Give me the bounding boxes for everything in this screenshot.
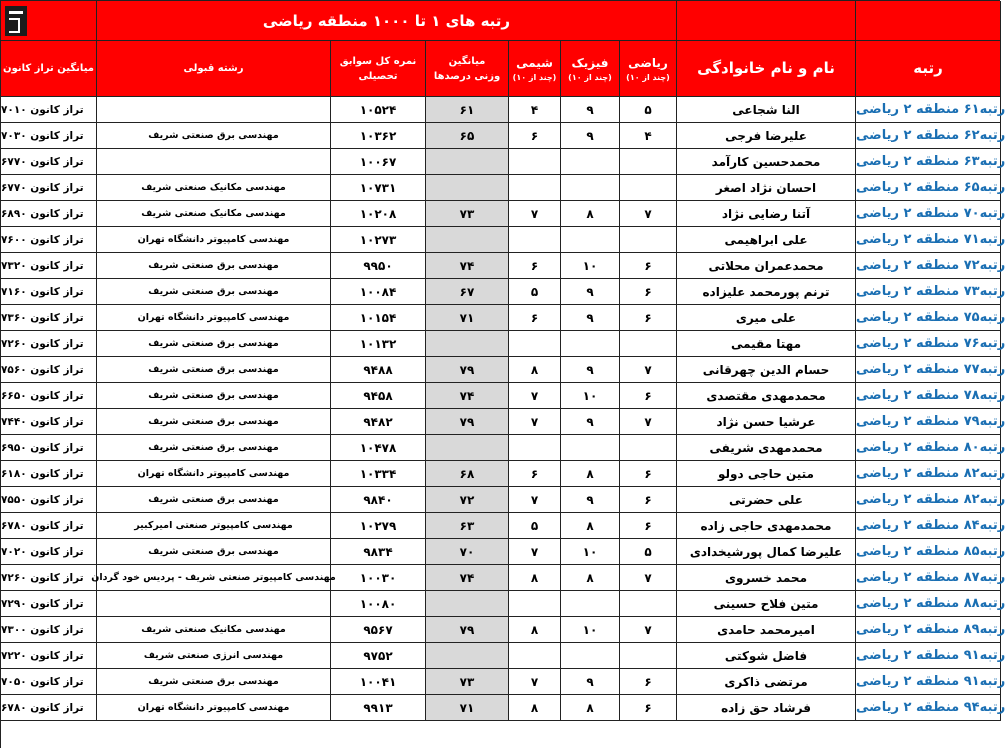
major-cell: مهندسی کامپیوتر صنعتی امیرکبیر xyxy=(97,513,331,539)
rank-cell: رتبه۹۱ منطقه ۲ ریاضی xyxy=(856,643,1001,669)
rank-cell: رتبه۸۹ منطقه ۲ ریاضی xyxy=(856,617,1001,643)
page-title: رتبه های ۱ تا ۱۰۰۰ منطقه ریاضی xyxy=(97,1,677,41)
math-cell: ۶ xyxy=(620,305,677,331)
rank-cell: رتبه۶۲ منطقه ۲ ریاضی xyxy=(856,123,1001,149)
physics-cell: ۹ xyxy=(561,279,620,305)
math-cell: ۷ xyxy=(620,617,677,643)
header-avg-line2: وزنی درصدها xyxy=(433,70,501,82)
header-physics xyxy=(561,41,620,97)
physics-cell: ۱۰ xyxy=(561,617,620,643)
major-cell xyxy=(97,149,331,175)
student-name-cell: علی ابراهیمی xyxy=(677,227,856,253)
header-math-unit: (چند از ۱۰) xyxy=(626,72,670,82)
weighted-avg-cell: ۶۷ xyxy=(426,279,509,305)
chemistry-cell: ۷ xyxy=(509,539,561,565)
rank-cell: رتبه۶۵ منطقه ۲ ریاضی xyxy=(856,175,1001,201)
gpa-cell: ۹۵۶۷ xyxy=(331,617,426,643)
weighted-avg-cell xyxy=(426,643,509,669)
title-spacer-name xyxy=(677,1,856,41)
konkur-avg-cell: تراز کانون ۶۸۹۰ xyxy=(1,201,97,227)
student-name-cell: مرتضی ذاکری xyxy=(677,669,856,695)
physics-cell: ۱۰ xyxy=(561,253,620,279)
rank-cell: رتبه۷۷ منطقه ۲ ریاضی xyxy=(856,357,1001,383)
student-name-cell: آتنا رضایی نژاد xyxy=(677,201,856,227)
physics-cell: ۹ xyxy=(561,669,620,695)
gpa-cell: ۱۰۲۷۹ xyxy=(331,513,426,539)
math-cell xyxy=(620,591,677,617)
student-name-cell: فرشاد حق زاده xyxy=(677,695,856,721)
math-cell xyxy=(620,331,677,357)
konkur-avg-cell: تراز کانون ۷۰۳۰ xyxy=(1,123,97,149)
weighted-avg-cell: ۷۳ xyxy=(426,669,509,695)
rank-cell: رتبه۷۲ منطقه ۲ ریاضی xyxy=(856,253,1001,279)
konkur-avg-cell: تراز کانون ۷۵۶۰ xyxy=(1,357,97,383)
weighted-avg-cell: ۶۵ xyxy=(426,123,509,149)
rank-cell: رتبه۸۷ منطقه ۲ ریاضی xyxy=(856,565,1001,591)
weighted-avg-cell: ۷۱ xyxy=(426,305,509,331)
weighted-avg-cell: ۶۱ xyxy=(426,97,509,123)
gpa-cell: ۱۰۰۴۱ xyxy=(331,669,426,695)
major-cell: مهندسی انرژی صنعتی شریف xyxy=(97,643,331,669)
header-avg-line1: میانگین xyxy=(448,55,486,67)
major-cell: مهندسی مکانیک صنعتی شریف xyxy=(97,201,331,227)
konkur-avg-cell: تراز کانون ۷۳۲۰ xyxy=(1,253,97,279)
weighted-avg-cell: ۷۲ xyxy=(426,487,509,513)
weighted-avg-cell xyxy=(426,175,509,201)
header-konkur-avg: میانگین تراز کانون xyxy=(1,41,97,97)
gpa-cell: ۱۰۰۶۷ xyxy=(331,149,426,175)
major-cell xyxy=(97,591,331,617)
math-cell: ۶ xyxy=(620,253,677,279)
rank-cell: رتبه۸۴ منطقه ۲ ریاضی xyxy=(856,513,1001,539)
student-name-cell: متین فلاح حسینی xyxy=(677,591,856,617)
konkur-avg-cell: تراز کانون ۷۳۶۰ xyxy=(1,305,97,331)
header-weighted-avg xyxy=(426,41,509,97)
header-math-label: ریاضی xyxy=(628,55,668,70)
gpa-cell: ۱۰۰۳۰ xyxy=(331,565,426,591)
gpa-cell: ۱۰۰۸۴ xyxy=(331,279,426,305)
math-cell xyxy=(620,643,677,669)
major-cell: مهندسی برق صنعتی شریف xyxy=(97,539,331,565)
rank-cell: رتبه۷۰ منطقه ۲ ریاضی xyxy=(856,201,1001,227)
header-gpa-line2: تحصیلی xyxy=(358,70,398,82)
major-cell: مهندسی برق صنعتی شریف xyxy=(97,487,331,513)
major-cell: مهندسی برق صنعتی شریف xyxy=(97,331,331,357)
student-name-cell: محمد خسروی xyxy=(677,565,856,591)
physics-cell: ۹ xyxy=(561,123,620,149)
physics-cell: ۹ xyxy=(561,97,620,123)
konkur-avg-cell: تراز کانون ۶۹۵۰ xyxy=(1,435,97,461)
weighted-avg-cell: ۷۹ xyxy=(426,409,509,435)
gpa-cell: ۱۰۲۰۸ xyxy=(331,201,426,227)
chemistry-cell xyxy=(509,149,561,175)
title-spacer-rank xyxy=(856,1,1001,41)
student-name-cell: حسام الدین چهرقانی xyxy=(677,357,856,383)
math-cell: ۶ xyxy=(620,669,677,695)
konkur-avg-cell: تراز کانون ۷۰۵۰ xyxy=(1,669,97,695)
rank-cell: رتبه۶۳ منطقه ۲ ریاضی xyxy=(856,149,1001,175)
rank-cell: رتبه۸۲ منطقه ۲ ریاضی xyxy=(856,461,1001,487)
chemistry-cell: ۵ xyxy=(509,513,561,539)
chemistry-cell: ۷ xyxy=(509,487,561,513)
student-name-cell: محمدمهدی مقتصدی xyxy=(677,383,856,409)
weighted-avg-cell: ۷۹ xyxy=(426,617,509,643)
physics-cell xyxy=(561,331,620,357)
math-cell: ۶ xyxy=(620,279,677,305)
student-name-cell: النا شجاعی xyxy=(677,97,856,123)
math-cell: ۷ xyxy=(620,565,677,591)
chemistry-cell: ۷ xyxy=(509,669,561,695)
header-rank: رتبه xyxy=(856,41,1001,97)
chemistry-cell xyxy=(509,175,561,201)
gpa-cell: ۱۰۱۳۲ xyxy=(331,331,426,357)
chemistry-cell: ۷ xyxy=(509,383,561,409)
student-name-cell: محمدمهدی حاجی زاده xyxy=(677,513,856,539)
header-chemistry xyxy=(509,41,561,97)
konkur-avg-cell: تراز کانون ۶۷۸۰ xyxy=(1,513,97,539)
weighted-avg-cell: ۷۴ xyxy=(426,565,509,591)
major-cell: مهندسی برق صنعتی شریف xyxy=(97,279,331,305)
chemistry-cell: ۶ xyxy=(509,123,561,149)
weighted-avg-cell: ۷۰ xyxy=(426,539,509,565)
chemistry-cell: ۶ xyxy=(509,461,561,487)
student-name-cell: علی میری xyxy=(677,305,856,331)
major-cell: مهندسی برق صنعتی شریف xyxy=(97,435,331,461)
header-name: نام و نام خانوادگی xyxy=(677,41,856,97)
chemistry-cell: ۶ xyxy=(509,305,561,331)
rank-cell: رتبه۷۳ منطقه ۲ ریاضی xyxy=(856,279,1001,305)
rank-cell: رتبه۸۲ منطقه ۲ ریاضی xyxy=(856,487,1001,513)
physics-cell: ۱۰ xyxy=(561,383,620,409)
physics-cell: ۹ xyxy=(561,305,620,331)
chemistry-cell xyxy=(509,435,561,461)
major-cell: مهندسی برق صنعتی شریف xyxy=(97,123,331,149)
math-cell: ۷ xyxy=(620,201,677,227)
rank-cell: رتبه۹۱ منطقه ۲ ریاضی xyxy=(856,669,1001,695)
major-cell: مهندسی مکانیک صنعتی شریف xyxy=(97,617,331,643)
rank-cell: رتبه۶۱ منطقه ۲ ریاضی xyxy=(856,97,1001,123)
konkur-avg-cell: تراز کانون ۶۷۸۰ xyxy=(1,695,97,721)
rank-cell: رتبه۸۰ منطقه ۲ ریاضی xyxy=(856,435,1001,461)
math-cell: ۶ xyxy=(620,383,677,409)
chemistry-cell xyxy=(509,643,561,669)
math-cell xyxy=(620,435,677,461)
chemistry-cell: ۵ xyxy=(509,279,561,305)
header-major: رشته قبولی xyxy=(97,41,331,97)
konkur-avg-cell: تراز کانون ۶۷۷۰ xyxy=(1,149,97,175)
konkur-avg-cell: تراز کانون ۷۲۶۰ xyxy=(1,565,97,591)
major-cell: مهندسی کامپیوتر صنعتی شریف - پردیس خود گردان xyxy=(97,565,331,591)
chemistry-cell: ۸ xyxy=(509,617,561,643)
rank-cell: رتبه۷۸ منطقه ۲ ریاضی xyxy=(856,383,1001,409)
math-cell: ۷ xyxy=(620,409,677,435)
student-name-cell: متین حاجی دولو xyxy=(677,461,856,487)
weighted-avg-cell: ۷۱ xyxy=(426,695,509,721)
chemistry-cell: ۷ xyxy=(509,409,561,435)
physics-cell xyxy=(561,591,620,617)
konkur-avg-cell: تراز کانون ۷۰۲۰ xyxy=(1,539,97,565)
physics-cell: ۹ xyxy=(561,487,620,513)
gpa-cell: ۹۴۸۲ xyxy=(331,409,426,435)
major-cell xyxy=(97,97,331,123)
weighted-avg-cell: ۶۸ xyxy=(426,461,509,487)
konkur-avg-cell: تراز کانون ۷۵۵۰ xyxy=(1,487,97,513)
konkur-avg-cell: تراز کانون ۷۲۹۰ xyxy=(1,591,97,617)
konkur-avg-cell: تراز کانون ۷۳۰۰ xyxy=(1,617,97,643)
konkur-avg-cell: تراز کانون ۶۶۵۰ xyxy=(1,383,97,409)
student-name-cell: مهتا مقیمی xyxy=(677,331,856,357)
math-cell: ۶ xyxy=(620,487,677,513)
student-name-cell: علیرضا فرجی xyxy=(677,123,856,149)
major-cell: مهندسی کامپیوتر دانشگاه تهران xyxy=(97,227,331,253)
konkur-avg-cell: تراز کانون ۷۲۶۰ xyxy=(1,331,97,357)
physics-cell xyxy=(561,227,620,253)
weighted-avg-cell xyxy=(426,435,509,461)
major-cell: مهندسی برق صنعتی شریف xyxy=(97,253,331,279)
gpa-cell: ۱۰۱۵۴ xyxy=(331,305,426,331)
weighted-avg-cell: ۷۹ xyxy=(426,357,509,383)
logo-cell xyxy=(1,1,97,41)
chemistry-cell: ۸ xyxy=(509,695,561,721)
major-cell: مهندسی برق صنعتی شریف xyxy=(97,409,331,435)
rank-cell: رتبه۷۶ منطقه ۲ ریاضی xyxy=(856,331,1001,357)
weighted-avg-cell xyxy=(426,227,509,253)
math-cell: ۷ xyxy=(620,357,677,383)
major-cell: مهندسی برق صنعتی شریف xyxy=(97,357,331,383)
rank-cell: رتبه۸۸ منطقه ۲ ریاضی xyxy=(856,591,1001,617)
student-name-cell: احسان نژاد اصغر xyxy=(677,175,856,201)
weighted-avg-cell: ۷۴ xyxy=(426,383,509,409)
chemistry-cell: ۸ xyxy=(509,357,561,383)
major-cell: مهندسی کامپیوتر دانشگاه تهران xyxy=(97,695,331,721)
student-name-cell: ترنم پورمحمد علیزاده xyxy=(677,279,856,305)
gpa-cell: ۱۰۳۶۲ xyxy=(331,123,426,149)
header-physics-label: فیزیک xyxy=(571,55,609,70)
gpa-cell: ۱۰۵۲۴ xyxy=(331,97,426,123)
rank-cell: رتبه۸۵ منطقه ۲ ریاضی xyxy=(856,539,1001,565)
physics-cell xyxy=(561,643,620,669)
physics-cell: ۸ xyxy=(561,513,620,539)
student-name-cell: فاضل شوکتی xyxy=(677,643,856,669)
chemistry-cell xyxy=(509,227,561,253)
header-gpa xyxy=(331,41,426,97)
weighted-avg-cell: ۶۳ xyxy=(426,513,509,539)
gpa-cell: ۹۸۳۴ xyxy=(331,539,426,565)
student-name-cell: امیرمحمد حامدی xyxy=(677,617,856,643)
physics-cell xyxy=(561,149,620,175)
chemistry-cell xyxy=(509,331,561,357)
physics-cell: ۹ xyxy=(561,357,620,383)
gpa-cell: ۱۰۲۷۳ xyxy=(331,227,426,253)
physics-cell: ۸ xyxy=(561,201,620,227)
student-name-cell: محمدعمران محلاتی xyxy=(677,253,856,279)
weighted-avg-cell xyxy=(426,149,509,175)
physics-cell xyxy=(561,435,620,461)
gpa-cell: ۹۸۴۰ xyxy=(331,487,426,513)
chemistry-cell xyxy=(509,591,561,617)
gpa-cell: ۱۰۴۷۸ xyxy=(331,435,426,461)
konkur-avg-cell: تراز کانون ۷۱۶۰ xyxy=(1,279,97,305)
math-cell xyxy=(620,149,677,175)
rank-cell: رتبه۹۴ منطقه ۲ ریاضی xyxy=(856,695,1001,721)
gpa-cell: ۹۹۱۳ xyxy=(331,695,426,721)
major-cell: مهندسی کامپیوتر دانشگاه تهران xyxy=(97,305,331,331)
gpa-cell: ۱۰۳۳۴ xyxy=(331,461,426,487)
header-physics-unit: (چند از ۱۰) xyxy=(568,72,612,82)
chemistry-cell: ۶ xyxy=(509,253,561,279)
konkur-avg-cell: تراز کانون ۶۱۸۰ xyxy=(1,461,97,487)
physics-cell: ۱۰ xyxy=(561,539,620,565)
gpa-cell: ۹۴۵۸ xyxy=(331,383,426,409)
math-cell: ۴ xyxy=(620,123,677,149)
konkur-avg-cell: تراز کانون ۶۷۷۰ xyxy=(1,175,97,201)
student-name-cell: علیرضا کمال پورشیخدادی xyxy=(677,539,856,565)
header-chemistry-unit: (چند از ۱۰) xyxy=(512,72,557,82)
student-name-cell: علی حضرتی xyxy=(677,487,856,513)
math-cell: ۵ xyxy=(620,539,677,565)
gpa-cell: ۱۰۰۸۰ xyxy=(331,591,426,617)
header-math xyxy=(620,41,677,97)
physics-cell: ۹ xyxy=(561,409,620,435)
major-cell: مهندسی برق صنعتی شریف xyxy=(97,383,331,409)
gpa-cell: ۹۹۵۰ xyxy=(331,253,426,279)
major-cell: مهندسی مکانیک صنعتی شریف xyxy=(97,175,331,201)
chemistry-cell: ۷ xyxy=(509,201,561,227)
header-gpa-line1: نمره کل سوابق xyxy=(339,55,417,67)
math-cell: ۵ xyxy=(620,97,677,123)
math-cell: ۶ xyxy=(620,513,677,539)
gpa-cell: ۱۰۷۳۱ xyxy=(331,175,426,201)
gpa-cell: ۹۴۸۸ xyxy=(331,357,426,383)
konkur-avg-cell: تراز کانون ۷۲۲۰ xyxy=(1,643,97,669)
physics-cell: ۸ xyxy=(561,565,620,591)
header-chemistry-label: شیمی xyxy=(516,55,553,70)
gpa-cell: ۹۷۵۲ xyxy=(331,643,426,669)
rank-cell: رتبه۷۵ منطقه ۲ ریاضی xyxy=(856,305,1001,331)
math-cell xyxy=(620,175,677,201)
chemistry-cell: ۴ xyxy=(509,97,561,123)
student-name-cell: عرشیا حسن نژاد xyxy=(677,409,856,435)
konkur-avg-cell: تراز کانون ۷۶۰۰ xyxy=(1,227,97,253)
physics-cell: ۸ xyxy=(561,695,620,721)
chemistry-cell: ۸ xyxy=(509,565,561,591)
konkur-avg-cell: تراز کانون ۷۴۴۰ xyxy=(1,409,97,435)
rank-cell: رتبه۷۱ منطقه ۲ ریاضی xyxy=(856,227,1001,253)
rank-cell: رتبه۷۹ منطقه ۲ ریاضی xyxy=(856,409,1001,435)
math-cell xyxy=(620,227,677,253)
major-cell: مهندسی برق صنعتی شریف xyxy=(97,669,331,695)
math-cell: ۶ xyxy=(620,461,677,487)
physics-cell xyxy=(561,175,620,201)
konkur-avg-cell: تراز کانون ۷۰۱۰ xyxy=(1,97,97,123)
logo-icon xyxy=(5,6,27,36)
weighted-avg-cell: ۷۴ xyxy=(426,253,509,279)
math-cell: ۶ xyxy=(620,695,677,721)
weighted-avg-cell xyxy=(426,591,509,617)
weighted-avg-cell xyxy=(426,331,509,357)
major-cell: مهندسی کامپیوتر دانشگاه تهران xyxy=(97,461,331,487)
weighted-avg-cell: ۷۳ xyxy=(426,201,509,227)
physics-cell: ۸ xyxy=(561,461,620,487)
student-name-cell: محمدمهدی شریفی xyxy=(677,435,856,461)
student-name-cell: محمدحسین کارآمد xyxy=(677,149,856,175)
